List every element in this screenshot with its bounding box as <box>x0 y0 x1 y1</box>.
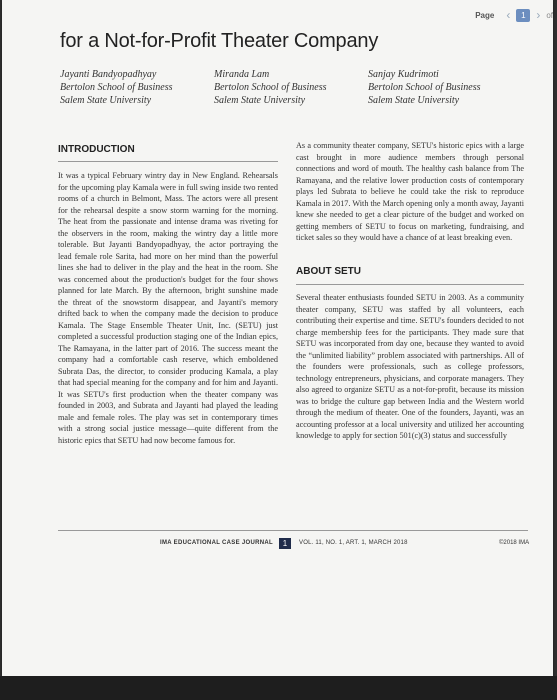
about-setu-heading: ABOUT SETU <box>296 266 361 277</box>
of-label: of <box>546 10 553 20</box>
page-navigator <box>475 6 553 24</box>
copyright: ©2018 IMA <box>499 540 530 546</box>
right-column-text: As a community theater company, SETU's historic epics with a large cast brought in more audience members through personal connections and word of mouth. The healthy cash balance from The Ramayana, and the relative lower production costs of contemporary plays led Subrata to believe he could take the risk to reproduce Kamala in 2017. With the March opening only a month away, Jayanti knew she needed to get a clear picture of the budget and worked on getting members of SETU to focus on marketing, fundraising, and ticket sales so they would have a chance of at least breaking even. <box>296 141 524 242</box>
journal-name: IMA EDUCATIONAL CASE JOURNAL <box>160 540 273 546</box>
previous-page-icon[interactable]: ‹ <box>506 8 511 22</box>
introduction-text: It was a typical February wintry day in New England. Rehearsals for the upcoming play Kamala were in full swing inside two rented rooms of a church in Belmont, Mass. The actors were all present for the rehearsal despite a snow storm warning for the morning. The heat from the passionate and intense drama was riveting for the observers in the room, making the wintry day a little more tolerable. But Jayanti Bandyopadhyay, the actor portraying the lead female role Sarita, had more on her mind than the powerful lines she had to deliver in the play and the heat in the room. She was concerned about the production's budget for the four shows planned for late March. By the afternoon, bright sunshine made the threat of the snowstorm disappear, and Jayanti's memory drifted back to when the company made the decision to produce Kamala. The Stage Ensemble Theater Unit, Inc. (SETU) just completed a successful production staging one of the Indian epics, The Ramayana, in the latter part of 2016. The success meant the company had a comfortable cash reserve, which emboldened Subrata Das, the director, to consider producing Kamala, a play that had special meaning for the company and for him and Jayanti. It was SETU's first production when the theater company was founded in 2003, and Subrata and Jayanti had played the leading male and female roles. The play was set in contemporary times with a strong social justice message—quite different from the historic epics that SETU had now become famous for. <box>58 171 278 445</box>
page-label: Page <box>475 10 495 20</box>
author-block-3 <box>368 68 481 107</box>
footer-rule <box>58 530 528 531</box>
volume-info: VOL. 11, NO. 1, ART. 1, MARCH 2018 <box>299 540 408 546</box>
author-school: Bertolon School of Business <box>214 82 327 93</box>
author-university: Salem State University <box>60 95 152 106</box>
author-name: Miranda Lam <box>214 69 270 80</box>
author-block-2 <box>214 68 327 107</box>
author-name: Jayanti Bandyopadhyay <box>60 69 157 80</box>
author-school: Bertolon School of Business <box>60 82 173 93</box>
author-university: Salem State University <box>368 95 460 106</box>
author-school: Bertolon School of Business <box>368 82 481 93</box>
document-page <box>2 0 553 676</box>
author-name: Sanjay Kudrimoti <box>368 69 439 80</box>
page-number: 1 <box>279 538 291 549</box>
current-page-field[interactable]: 1 <box>516 9 530 22</box>
viewer-bottom-bar <box>0 676 557 700</box>
page-footer <box>2 538 553 550</box>
about-setu-text: Several theater enthusiasts founded SETU in 2003. As a community theater company, SETU was staffed by all volunteers, each contributing their expertise and time. SETU's founders decided to not charge membership fees for the participants. They made sure that SETU was incorporated from day one, because they wanted to avoid the “unlimited liability” problem associated with partnerships. All of the founders were professionals, such as college professors, technology entrepreneurs, physicians, and corporate managers. They also agreed to organize SETU as a not-for-profit, because its mission was to bridge the culture gap between India and the Western world through the medium of theater. One of the founders, Jayanti, was an accounting professor at a local university and utilized her accounting knowledge to apply for section 501(c)(3) status and successfully <box>296 293 524 440</box>
introduction-heading: INTRODUCTION <box>58 144 135 155</box>
article-title: for a Not-for-Profit Theater Company <box>60 30 379 52</box>
introduction-rule <box>58 161 278 162</box>
author-university: Salem State University <box>214 95 306 106</box>
next-page-icon[interactable]: › <box>536 8 541 22</box>
about-setu-rule <box>296 284 524 285</box>
author-block-1 <box>60 68 173 107</box>
